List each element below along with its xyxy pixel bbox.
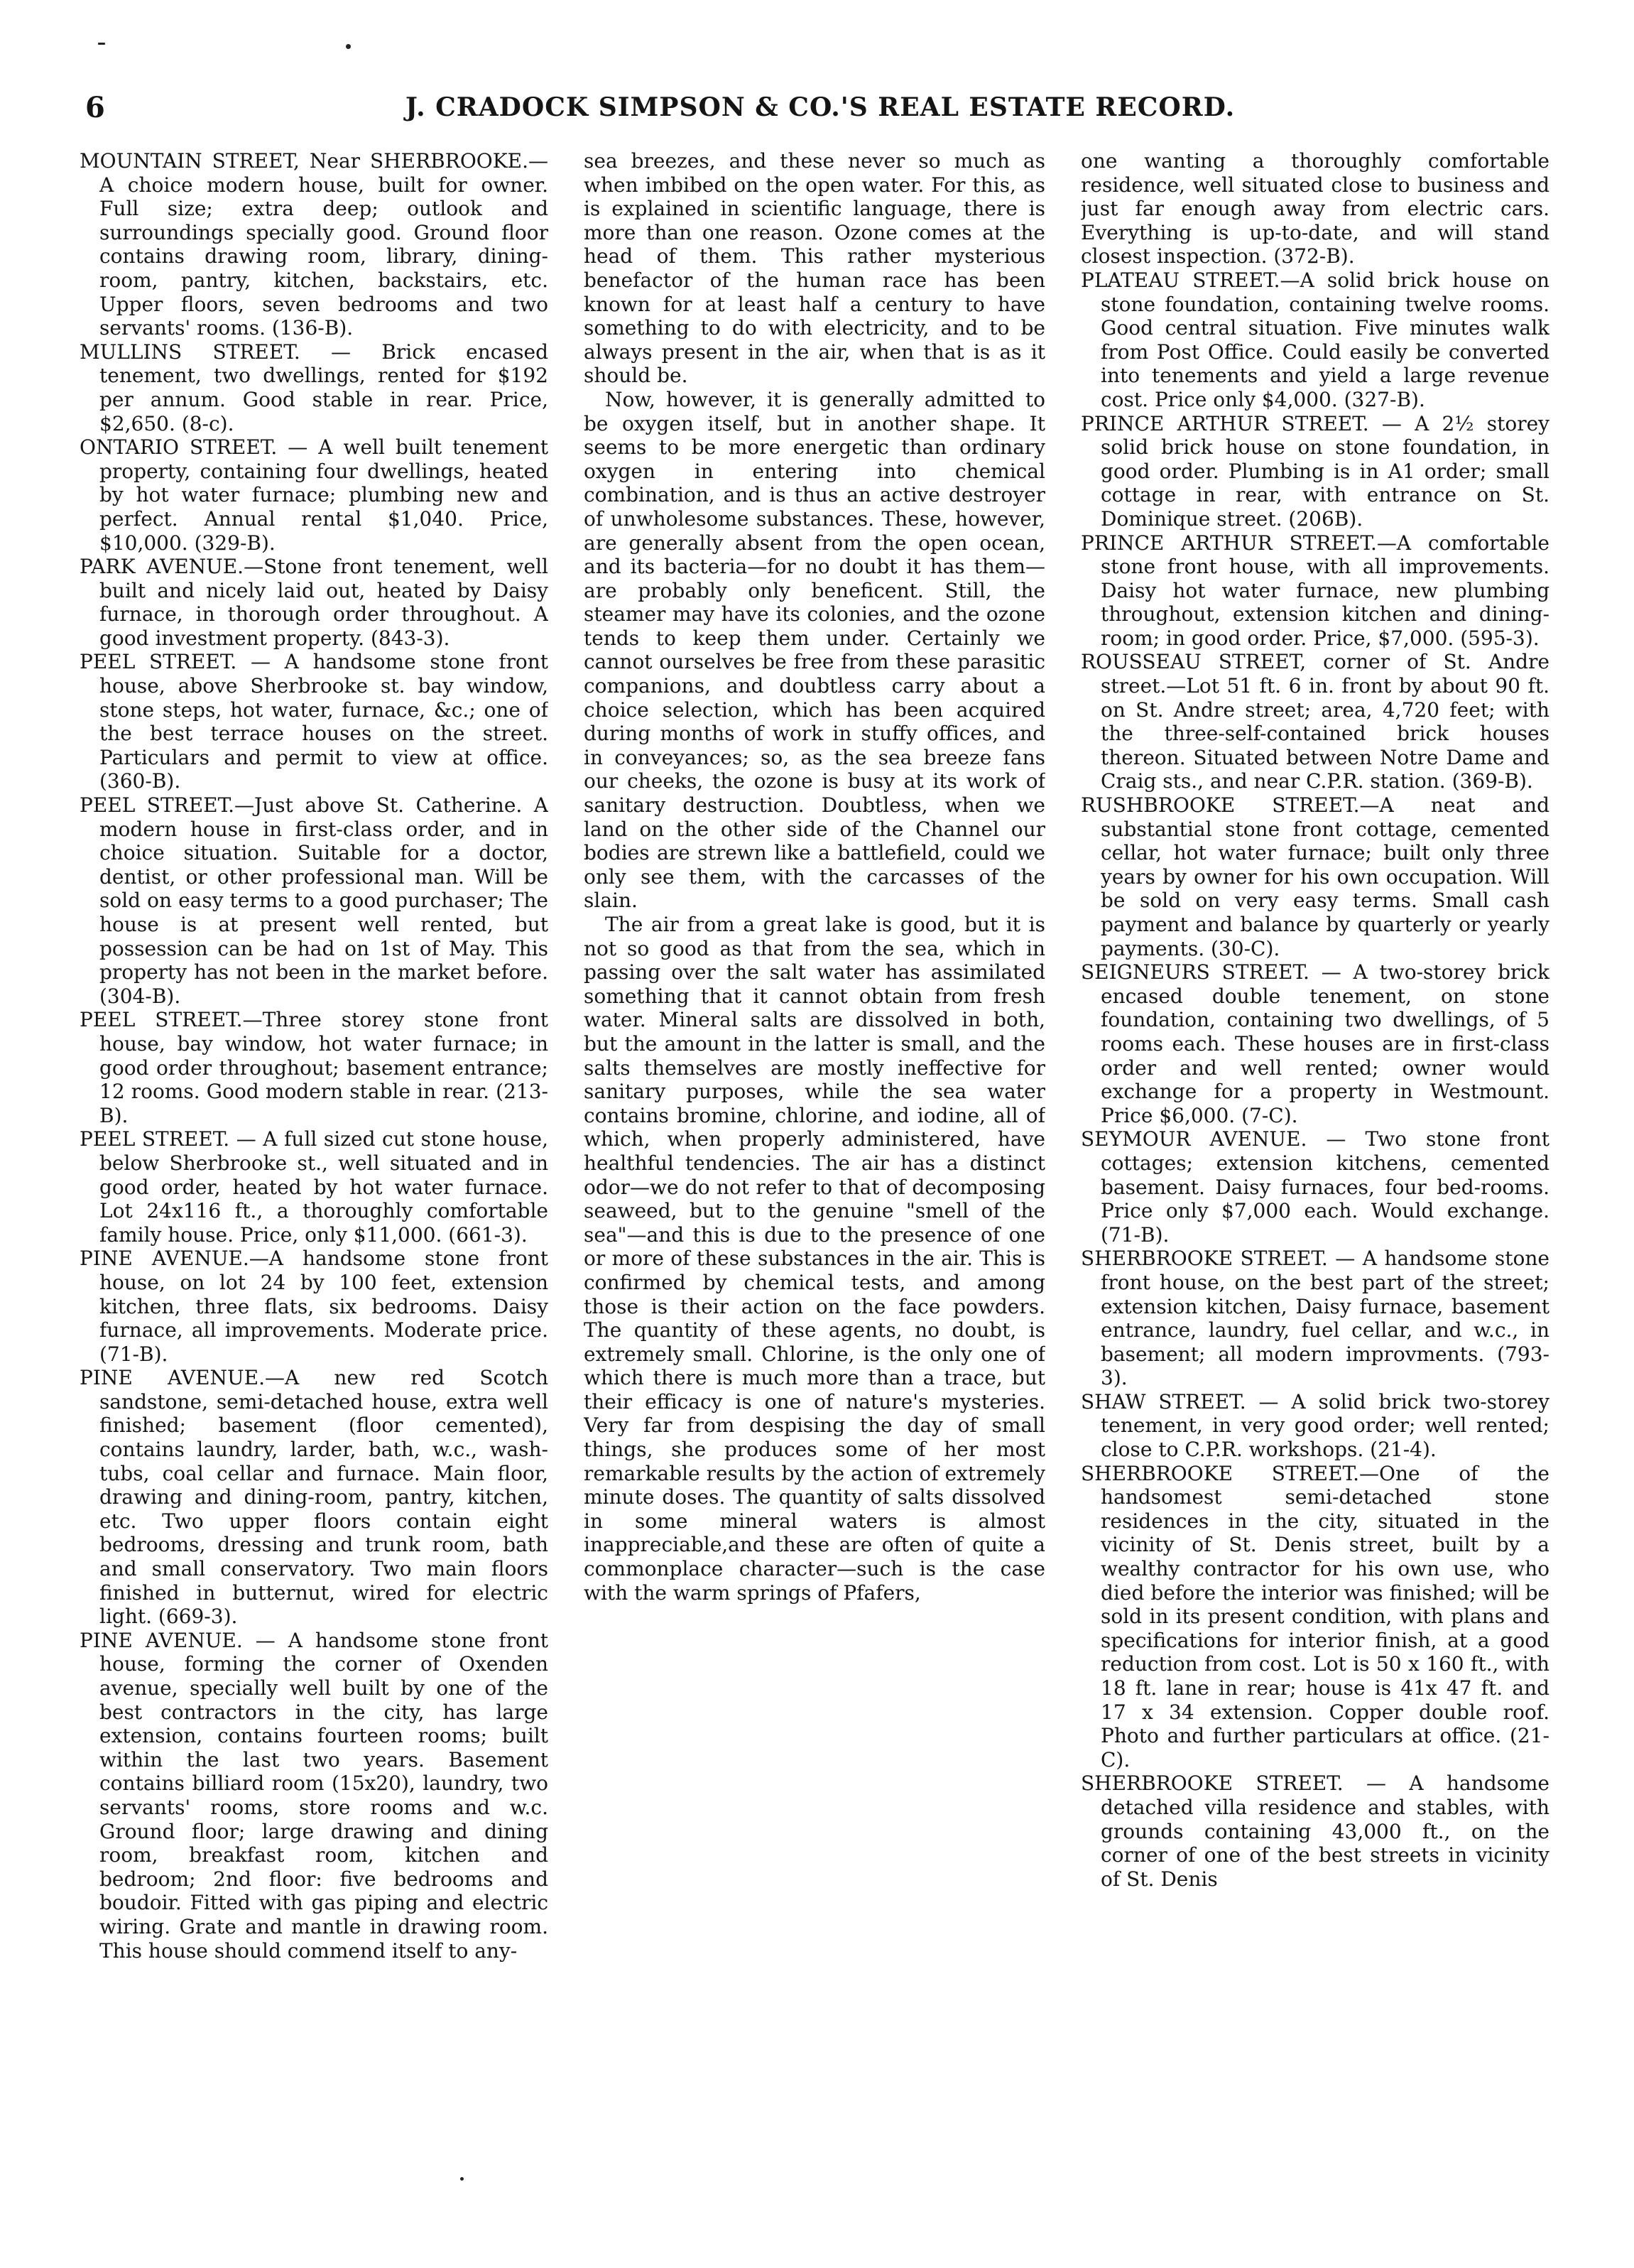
listing-entry: one wanting a thoroughly comfortable residence, well situated close to business and just far enough away from electric cars. Everything is up-to-date, and will stand closest inspection. (372-B).: [1081, 149, 1549, 268]
listing-entry: SHERBROOKE STREET.—One of the handsomest semi-detached stone residences in the city, situated in the vicinity of St. Denis street, built by a wealthy contractor for his own use, who died before the interior was finished; will be sold in its present condition, with plans and specifications for interior finish, at a good reduction from cost. Lot is 50 x 160 ft., with 18 ft. lane in rear; house is 41x 47 ft. and 17 x 34 extension. Copper double roof. Photo and further particulars at office. (21-C).: [1081, 1461, 1549, 1771]
listing-entry: PARK AVENUE.—Stone front tenement, well built and nicely laid out, heated by Daisy furnace, in thorough order throughout. A good investment property. (843-3).: [80, 555, 548, 650]
listing-entry: MOUNTAIN STREET, Near SHERBROOKE.—A choice modern house, built for owner. Full size; extra deep; outlook and surroundings specially good. Ground floor contains drawing room, library, dining-room, pantry, kitchen, backstairs, etc. Upper floors, seven bedrooms and two servants' rooms. (136-B).: [80, 149, 548, 340]
listing-entry: PRINCE ARTHUR STREET. — A 2½ storey solid brick house on stone foundation, in good order. Plumbing is in A1 order; small cottage in rear, with entrance on St. Dominique street. (206B).: [1081, 411, 1549, 531]
article-paragraph: Now, however, it is generally admitted to be oxygen itself, but in another shape. It seems to be more energetic than ordinary oxygen in entering into chemical combination, and is thus an active destroyer of unwholesome substances. These, however, are generally absent from the open ocean, and its bacteria—for no doubt it has them—are probably only beneficent. Still, the steamer may have its colonies, and the ozone tends to keep them under. Certainly we cannot ourselves be free from these parasitic companions, and doubtless carry about a choice selection, which has been acquired during months of work in stuffy offices, and in conveyances; so, as the sea breeze fans our cheeks, the ozone is busy at its work of sanitary destruction. Doubtless, when we land on the other side of the Channel our bodies are strewn like a battlefield, could we only see them, with the carcasses of the slain.: [584, 387, 1045, 913]
column-left: [80, 149, 548, 2230]
listing-entry: SEIGNEURS STREET. — A two-storey brick encased double tenement, on stone foundation, containing two dwellings, of 5 rooms each. These houses are in first-class order and well rented; owner would exchange for a property in Westmount. Price $6,000. (7-C).: [1081, 960, 1549, 1127]
listing-entry: MULLINS STREET. — Brick encased tenement, two dwellings, rented for $192 per annum. Good stable in rear. Price, $2,650. (8-c).: [80, 340, 548, 435]
listing-entry: PEEL STREET. — A handsome stone front house, above Sherbrooke st. bay window, stone steps, hot water, furnace, &c.; one of the best terrace houses on the street. Particulars and permit to view at office. (360-B).: [80, 650, 548, 793]
listing-entry: PINE AVENUE. — A handsome stone front house, forming the corner of Oxenden avenue, specially well built by one of the best contractors in the city, has large extension, contains fourteen rooms; built within the last two years. Basement contains billiard room (15x20), laundry, two servants' rooms, store rooms and w.c. Ground floor; large drawing and dining room, breakfast room, kitchen and bedroom; 2nd floor: five bedrooms and boudoir. Fitted with gas piping and electric wiring. Grate and mantle in drawing room. This house should commend itself to any-: [80, 1628, 548, 1963]
listing-entry: ROUSSEAU STREET, corner of St. Andre street.—Lot 51 ft. 6 in. front by about 90 ft. on St. Andre street; area, 4,720 feet; with the three-self-contained brick houses thereon. Situated between Notre Dame and Craig sts., and near C.P.R. station. (369-B).: [1081, 650, 1549, 793]
listing-entry: RUSHBROOKE STREET.—A neat and substantial stone front cottage, cemented cellar, hot water furnace; built only three years by owner for his own occupation. Will be sold on very easy terms. Small cash payment and balance by quarterly or yearly payments. (30-C).: [1081, 793, 1549, 960]
listing-entry: SHERBROOKE STREET. — A handsome stone front house, on the best part of the street; extension kitchen, Daisy furnace, basement entrance, laundry, fuel cellar, and w.c., in basement; all modern improvments. (793-3).: [1081, 1247, 1549, 1390]
ink-speck: [346, 44, 351, 49]
listing-entry: PINE AVENUE.—A handsome stone front house, on lot 24 by 100 feet, extension kitchen, three flats, six bedrooms. Daisy furnace, all improvements. Moderate price. (71-B).: [80, 1247, 548, 1366]
listing-entry: SHERBROOKE STREET. — A handsome detached villa residence and stables, with grounds containing 43,000 ft., on the corner of one of the best streets in vicinity of St. Denis: [1081, 1771, 1549, 1891]
listing-entry: PINE AVENUE.—A new red Scotch sandstone, semi-detached house, extra well finished; basement (floor cemented), contains laundry, larder, bath, w.c., wash-tubs, coal cellar and furnace. Main floor, drawing and dining-room, pantry, kitchen, etc. Two upper floors contain eight bedrooms, dressing and trunk room, bath and small conservatory. Two main floors finished in butternut, wired for electric light. (669-3).: [80, 1366, 548, 1629]
running-head: J. CRADOCK SIMPSON & CO.'S REAL ESTATE RECORD.: [405, 92, 1236, 122]
page-number: 6: [85, 91, 105, 124]
listing-entry: PLATEAU STREET.—A solid brick house on stone foundation, containing twelve rooms. Good central situation. Five minutes walk from Post Office. Could easily be converted into tenements and yield a large revenue cost. Price only $4,000. (327-B).: [1081, 268, 1549, 411]
ink-speck: [98, 43, 105, 45]
listing-entry: SEYMOUR AVENUE. — Two stone front cottages; extension kitchens, cemented basement. Daisy furnaces, four bed-rooms. Price only $7,000 each. Would exchange. (71-B).: [1081, 1127, 1549, 1247]
column-middle-article: [584, 149, 1045, 2230]
article-paragraph: The air from a great lake is good, but it is not so good as that from the sea, which in passing over the salt water has assimilated something that it cannot obtain from fresh water. Mineral salts are dissolved in both, but the amount in the latter is small, and the salts themselves are mostly ineffective for sanitary purposes, while the sea water contains bromine, chlorine, and iodine, all of which, when properly administered, have healthful tendencies. The air has a distinct odor—we do not refer to that of decomposing seaweed, but to the genuine "smell of the sea"—and this is due to the presence of one or more of these substances in the air. This is confirmed by chemical tests, and among those is their action on the face powders. The quantity of these agents, no doubt, is extremely small. Chlorine, is the only one of which there is much more than a trace, but their efficacy is one of nature's mysteries. Very far from despising the day of small things, she produces some of her most remarkable results by the action of extremely minute doses. The quantity of salts dissolved in some mineral waters is almost inappreciable,and these are often of quite a commonplace character—such is the case with the warm springs of Pfafers,: [584, 913, 1045, 1605]
column-right: [1081, 149, 1549, 2230]
listing-entry: PEEL STREET.—Just above St. Catherine. A modern house in first-class order, and in choice situation. Suitable for a doctor, dentist, or other professional man. Will be sold on easy terms to a good purchaser; The house is at present well rented, but possession can be had on 1st of May. This property has not been in the market before. (304-B).: [80, 793, 548, 1008]
listing-entry: SHAW STREET. — A solid brick two-storey tenement, in very good order; well rented; close to C.P.R. workshops. (21-4).: [1081, 1389, 1549, 1462]
listing-entry: ONTARIO STREET. — A well built tenement property, containing four dwellings, heated by hot water furnace; plumbing new and perfect. Annual rental $1,040. Price, $10,000. (329-B).: [80, 435, 548, 555]
listing-entry: PRINCE ARTHUR STREET.—A comfortable stone front house, with all improvements. Daisy hot water furnace, new plumbing throughout, extension kitchen and dining-room; in good order. Price, $7,000. (595-3).: [1081, 531, 1549, 650]
listing-entry: PEEL STREET. — A full sized cut stone house, below Sherbrooke st., well situated and in good order, heated by hot water furnace. Lot 24x116 ft., a thoroughly comfortable family house. Price, only $11,000. (661-3).: [80, 1127, 548, 1247]
article-paragraph: sea breezes, and these never so much as when imbibed on the open water. For this, as is explained in scientific language, there is more than one reason. Ozone comes at the head of them. This rather mysterious benefactor of the human race has been known for at least half a century to have something to do with electricity, and to be always present in the air, when that is as it should be.: [584, 149, 1045, 388]
page-header: [78, 85, 1562, 128]
listing-entry: PEEL STREET.—Three storey stone front house, bay window, hot water furnace; in good order throughout; basement entrance; 12 rooms. Good modern stable in rear. (213-B).: [80, 1008, 548, 1127]
